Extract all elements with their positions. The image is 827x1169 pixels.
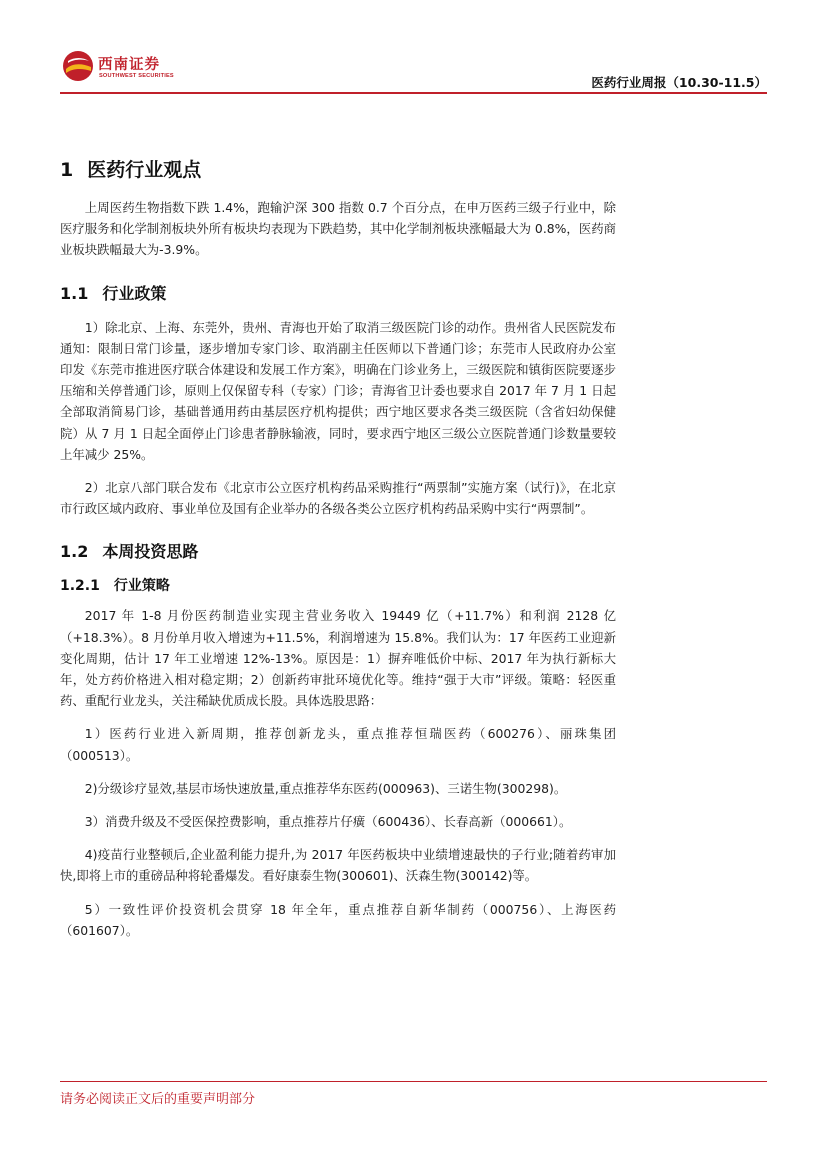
section-title: 本周投资思路 [102, 542, 199, 562]
footer-disclaimer-note: 请务必阅读正文后的重要声明部分 [60, 1092, 256, 1107]
paragraph: 5）一致性评价投资机会贯穿 18 年全年，重点推荐自新华制药（000756）、上海医药（601607）。 [60, 901, 616, 938]
section-number: 1 [60, 159, 74, 181]
page-header [0, 0, 827, 100]
section-title: 行业策略 [113, 578, 170, 595]
logo-chinese-name: 西南证券 [98, 56, 160, 73]
section-heading-1-2-1 [60, 575, 616, 597]
paragraph: 2017 年 1-8 月份医药制造业实现主营业务收入 19449 亿（+11.7%）和利润 2128 亿（+18.3%）。8 月份单月收入增速为+11.5%，利润增速为 15.8%。我们认为：17 年医药工业迎新变化周期，估计 17 年工业增速 12%-13%。原因是：1）摒弃唯低价中标、2017 年为执行新标大年，处方药价格进入相对稳定期；2）创新药审批环境优化等。维持“强于大市”评级。策略：轻医重药、重配行业龙头，关注稀缺优质成长股。具体选股思路： [60, 608, 616, 709]
logo-english-name: SOUTHWEST SECURITIES [99, 73, 174, 79]
section-heading-1 [60, 155, 616, 185]
section-title: 行业政策 [102, 283, 167, 303]
paragraph: 2）北京八部门联合发布《北京市公立医疗机构药品采购推行“两票制”实施方案（试行)》，在北京市行政区域内政府、事业单位及国有企业举办的各级各类公立医疗机构药品采购中实行“两票制”。 [60, 480, 616, 517]
section-number: 1.1 [60, 283, 89, 303]
section-number: 1.2 [60, 542, 89, 562]
section-number: 1.2.1 [60, 578, 100, 595]
header-divider [60, 92, 767, 94]
company-logo [62, 50, 182, 84]
paragraph: 1）医药行业进入新周期，推荐创新龙头，重点推荐恒瑞医药（600276）、丽珠集团（000513）。 [60, 726, 616, 763]
section-heading-1-1 [60, 281, 616, 307]
document-body [60, 155, 616, 953]
paragraph: 3）消费升级及不受医保控费影响，重点推荐片仔癀（600436）、长春高新（000661）。 [84, 814, 572, 830]
footer-divider [60, 1081, 767, 1082]
report-title: 医药行业周报（10.30-11.5） [591, 75, 767, 90]
section-heading-1-2 [60, 539, 616, 565]
section-title: 医药行业观点 [87, 159, 202, 181]
paragraph: 2)分级诊疗显效,基层市场快速放量,重点推荐华东医药(000963)、三诺生物(300298)。 [84, 780, 567, 796]
paragraph: 4)疫苗行业整顿后,企业盈利能力提升,为 2017 年医药板块中业绩增速最快的子行业;随着药审加快,即将上市的重磅品种将轮番爆发。看好康泰生物(300601)、沃森生物(300142)等。 [60, 847, 616, 884]
logo-emblem-icon [62, 50, 94, 82]
paragraph: 上周医药生物指数下跌 1.4%，跑输沪深 300 指数 0.7 个百分点，在申万医药三级子行业中，除医疗服务和化学制剂板块外所有板块均表现为下跌趋势，其中化学制剂板块涨幅最大为 0.8%，医药商业板块跌幅最大为-3.9%。 [60, 200, 616, 258]
paragraph: 1）除北京、上海、东莞外，贵州、青海也开始了取消三级医院门诊的动作。贵州省人民医院发布通知：限制日常门诊量，逐步增加专家门诊、取消副主任医师以下普通门诊；东莞市人民政府办公室印发《东莞市推进医疗联合体建设和发展工作方案》，明确在门诊业务上，三级医院和镇街医院要逐步压缩和关停普通门诊，原则上仅保留专科（专家）门诊；青海省卫计委也要求自 2017 年 7 月 1 日起全部取消简易门诊，基础普通用药由基层医疗机构提供；西宁地区要求各类三级医院（含省妇幼保健院）从 7 月 1 日起全面停止门诊患者静脉输液，同时，要求西宁地区三级公立医院普通门诊数量要较上年减少 25%。 [60, 319, 616, 462]
